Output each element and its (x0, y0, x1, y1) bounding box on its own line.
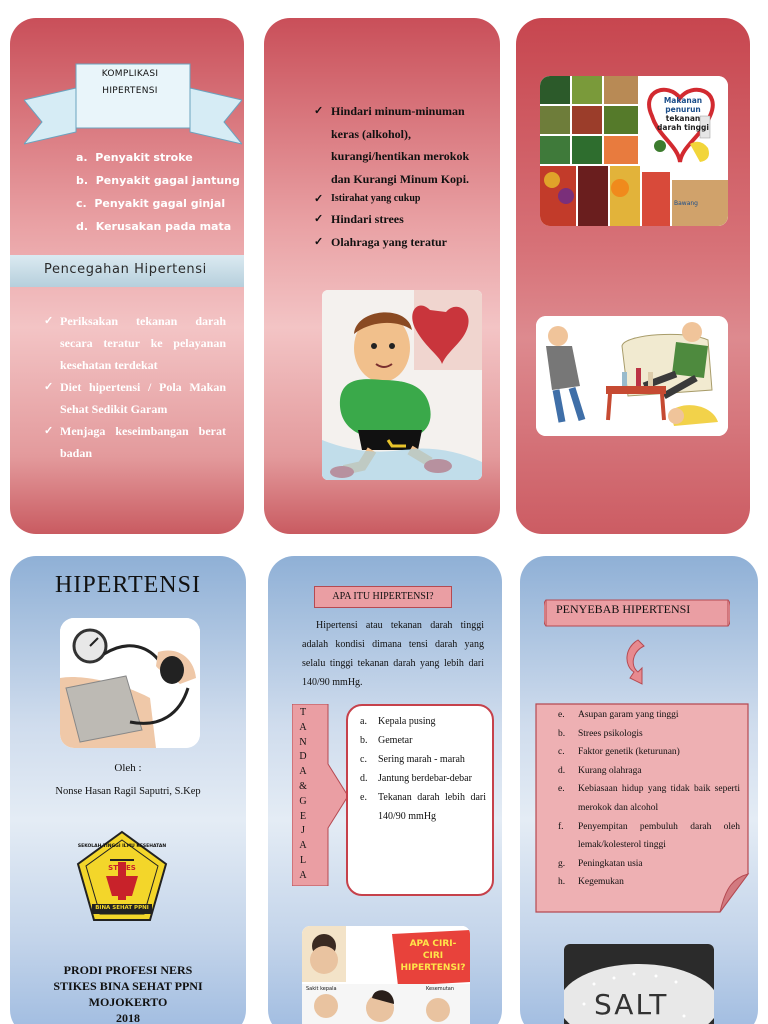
list-item: c. Sering marah - marah (360, 754, 465, 765)
ciri-line1: APA CIRI- (409, 939, 457, 949)
list-item: f. Penyempitan pembuluh darah oleh lemak/kolesterol tinggi (558, 821, 740, 851)
check-icon: ✓ (44, 425, 54, 437)
salt-image (564, 944, 714, 1024)
ciri-line2: CIRI (422, 951, 444, 961)
food-label-line1: Makanan (663, 96, 703, 105)
by-label: Oleh : (114, 762, 142, 774)
list-item: ✓ Olahraga yang teratur (314, 231, 484, 254)
prodi-line2: STIKES BINA SEHAT PPNI (53, 979, 203, 993)
symptoms-list (360, 712, 486, 826)
panel-images (516, 18, 750, 534)
panel-cover (10, 556, 246, 1024)
list-item: a. Kepala pusing (360, 716, 436, 727)
food-label-line4: darah tinggi (657, 123, 709, 132)
list-item: ✓ Istirahat yang cukup (314, 190, 484, 208)
prevention-list-2 (314, 100, 484, 253)
prevention-list (44, 310, 226, 464)
prodi-line3: MOJOKERTO (88, 995, 168, 1009)
institution-block (10, 962, 246, 1024)
ribbon-title-line2: HIPERTENSI (102, 86, 158, 96)
page-title: HIPERTENSI (55, 572, 201, 598)
food-label-line2: penurun (665, 105, 701, 114)
author-name: Nonse Hasan Ragil Saputri, S.Kep (55, 786, 201, 797)
healthy-food-image (540, 76, 728, 226)
check-icon: ✓ (314, 193, 324, 205)
check-icon: ✓ (314, 213, 324, 225)
jogging-illustration (322, 290, 482, 480)
food-label-line3: tekanan (665, 114, 701, 123)
list-item: c. Faktor genetik (keturunan) (558, 747, 680, 758)
check-icon: ✓ (44, 381, 54, 393)
list-item: d. Kurang olahraga (558, 765, 642, 776)
panel-komplikasi (10, 18, 244, 534)
list-item: g. Peningkatan usia (558, 858, 643, 869)
list-item: ✓ Diet hipertensi / Pola Makan Sehat Sedikit Garam (44, 376, 226, 420)
list-item: e. Kebiasaan hidup yang tidak baik seperti merokok dan alcohol (558, 784, 740, 813)
ciri-line3: HIPERTENSI? (400, 963, 466, 973)
ciri-small1: Sakit kepala (306, 986, 337, 992)
list-item: e. Tekanan darah lebih dari 140/90 mmHg (360, 792, 486, 822)
prodi-line1: PRODI PROFESI NERS (63, 963, 193, 977)
list-item: h. Kegemukan (558, 877, 624, 888)
list-item: ✓ Periksakan tekanan darah secara teratur ke pelayanan kesehatan terdekat (44, 310, 226, 376)
check-icon: ✓ (314, 235, 324, 248)
prodi-line4: 2018 (116, 1011, 140, 1024)
causes-list (558, 706, 740, 892)
logo-bottom-text: BINA SEHAT PPNI (95, 905, 149, 911)
ciri-small2: Kesemutan (426, 986, 455, 992)
prevention-heading: Pencegahan Hipertensi (44, 262, 207, 277)
check-icon: ✓ (314, 105, 324, 117)
tanda-gejala-label: T A N D A & G E J A L A (299, 707, 307, 881)
stikes-logo (74, 830, 170, 926)
causes-heading: PENYEBAB HIPERTENSI (556, 602, 691, 616)
ribbon-title-line1: KOMPLIKASI (101, 69, 159, 79)
list-item: c. Penyakit gagal ginjal (76, 197, 226, 210)
list-item: b. Gemetar (360, 735, 413, 746)
food-label-small: Bawang (674, 200, 698, 207)
ribbon-title (88, 66, 172, 100)
symptoms-illustration (302, 926, 470, 1024)
logo-stikes-text: STIKES (108, 864, 136, 872)
list-item: b. Penyakit gagal jantung (76, 174, 240, 187)
panel-definition (268, 556, 502, 1024)
list-item: a. Penyakit stroke (76, 151, 193, 164)
blood-pressure-image (60, 618, 200, 748)
list-item: d. Kerusakan pada mata (76, 220, 232, 233)
list-item: ✓ Hindari strees (314, 208, 484, 231)
curl-arrow-icon (620, 638, 650, 688)
definition-text: Hipertensi atau tekanan darah tinggi adalah kondisi dimana tensi darah yang selalu tinggi tekanan darah yang lebih dari 140/90 mmHg. (302, 620, 484, 688)
panel-prevention-continued (264, 18, 500, 534)
logo-top-text: SEKOLAH TINGGI ILMU KESEHATAN (77, 844, 167, 849)
salt-label: SALT (594, 988, 669, 1021)
panel-causes (520, 556, 758, 1024)
list-item: e. Asupan garam yang tinggi (558, 710, 679, 720)
list-item: ✓ Menjaga keseimbangan berat badan (44, 420, 226, 464)
list-item: d. Jantung berdebar-debar (360, 773, 472, 784)
check-icon: ✓ (44, 315, 54, 327)
drinking-people-illustration (536, 316, 728, 436)
list-item: b. Strees psikologis (558, 728, 643, 739)
complication-list (76, 151, 240, 243)
definition-heading: APA ITU HIPERTENSI? (314, 586, 452, 608)
list-item: ✓ Hindari minum-minuman keras (alkohol), kurangi/hentikan merokok dan Kurangi Minum Kopi. (314, 100, 484, 190)
